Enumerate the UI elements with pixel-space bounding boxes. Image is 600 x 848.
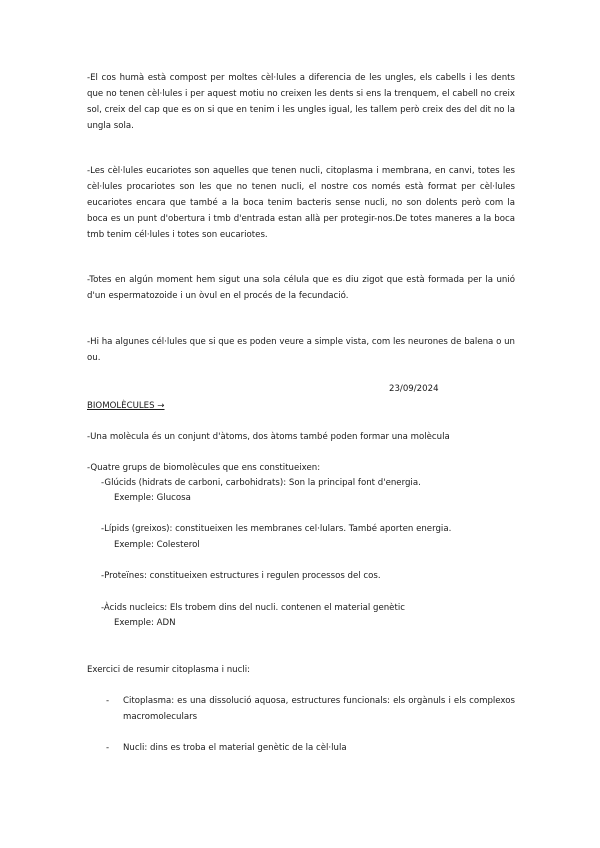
group-item-nucleic-acids: -Àcids nucleics: Els trobem dins del nucli. contenen el material genètic bbox=[101, 603, 405, 613]
group-item-proteins: -Proteïnes: constitueixen estructures i regulen processos del cos. bbox=[101, 571, 381, 581]
date: 23/09/2024 bbox=[389, 384, 439, 394]
bullet-cytoplasm: Citoplasma: es una dissolució aquosa, estructures funcionals: els orgànuls i els complexos macromoleculars bbox=[123, 696, 515, 722]
groups-intro: -Quatre grups de biomolècules que ens constitueixen: bbox=[87, 463, 321, 473]
molecule-definition: -Una molècula és un conjunt d'àtoms, dos àtoms també poden formar una molècula bbox=[87, 432, 450, 442]
bullet-dash: - bbox=[106, 696, 110, 706]
paragraph-zygote: -Totes en algún moment hem sigut una sola célula que es diu zigot que està formada per la unió d'un espermatozoide i un òvul en el procés de la fecundació. bbox=[87, 275, 515, 301]
bullet-dash: - bbox=[106, 743, 110, 753]
group-example-nucleic-acids: Exemple: ADN bbox=[114, 618, 176, 628]
paragraph-visible-cells: -Hi ha algunes cél·lules que si que es poden veure a simple vista, com les neurones de balena o un ou. bbox=[87, 337, 515, 363]
group-item-glucids: -Glúcids (hidrats de carboni, carbohidrats): Son la principal font d'energia. bbox=[101, 478, 421, 488]
group-example-lipids: Exemple: Colesterol bbox=[114, 540, 200, 550]
group-example-glucids: Exemple: Glucosa bbox=[114, 493, 191, 503]
paragraph-eukaryotes: -Les cèl·lules eucariotes son aquelles que tenen nucli, citoplasma i membrana, en canvi, totes les cèl·lules procariotes son les que no tenen nucli, el nostre cos només està format per cèl·lules eucariotes encara que també a la boca tenim bacteris sense nucli, no son dolents però com la boca es un punt d'obertura i tmb d'entrada estan allà per protegir-nos.De totes maneres a la boca tmb tenim cél·lules i totes son eucariotes. bbox=[87, 166, 515, 240]
section-title: BIOMOLÈCULES → bbox=[87, 401, 165, 411]
bullet-nucleus: Nucli: dins es troba el material genètic de la cèl·lula bbox=[123, 743, 347, 753]
group-item-lipids: -Lípids (greixos): constitueixen les membranes cel·lulars. També aporten energia. bbox=[101, 524, 452, 534]
paragraph-body-cells: -El cos humà està compost per moltes cèl·lules a diferencia de les ungles, els cabells i les dents que no tenen cèl·lules i per aquest motiu no creixen les dents si ens la trenquem, el cabell no creix sol, creix del cap que es on si que en tenim i les ungles igual, les tallem però creix des del dit no la ungla sola. bbox=[87, 73, 515, 131]
exercise-title: Exercici de resumir citoplasma i nucli: bbox=[87, 665, 250, 675]
